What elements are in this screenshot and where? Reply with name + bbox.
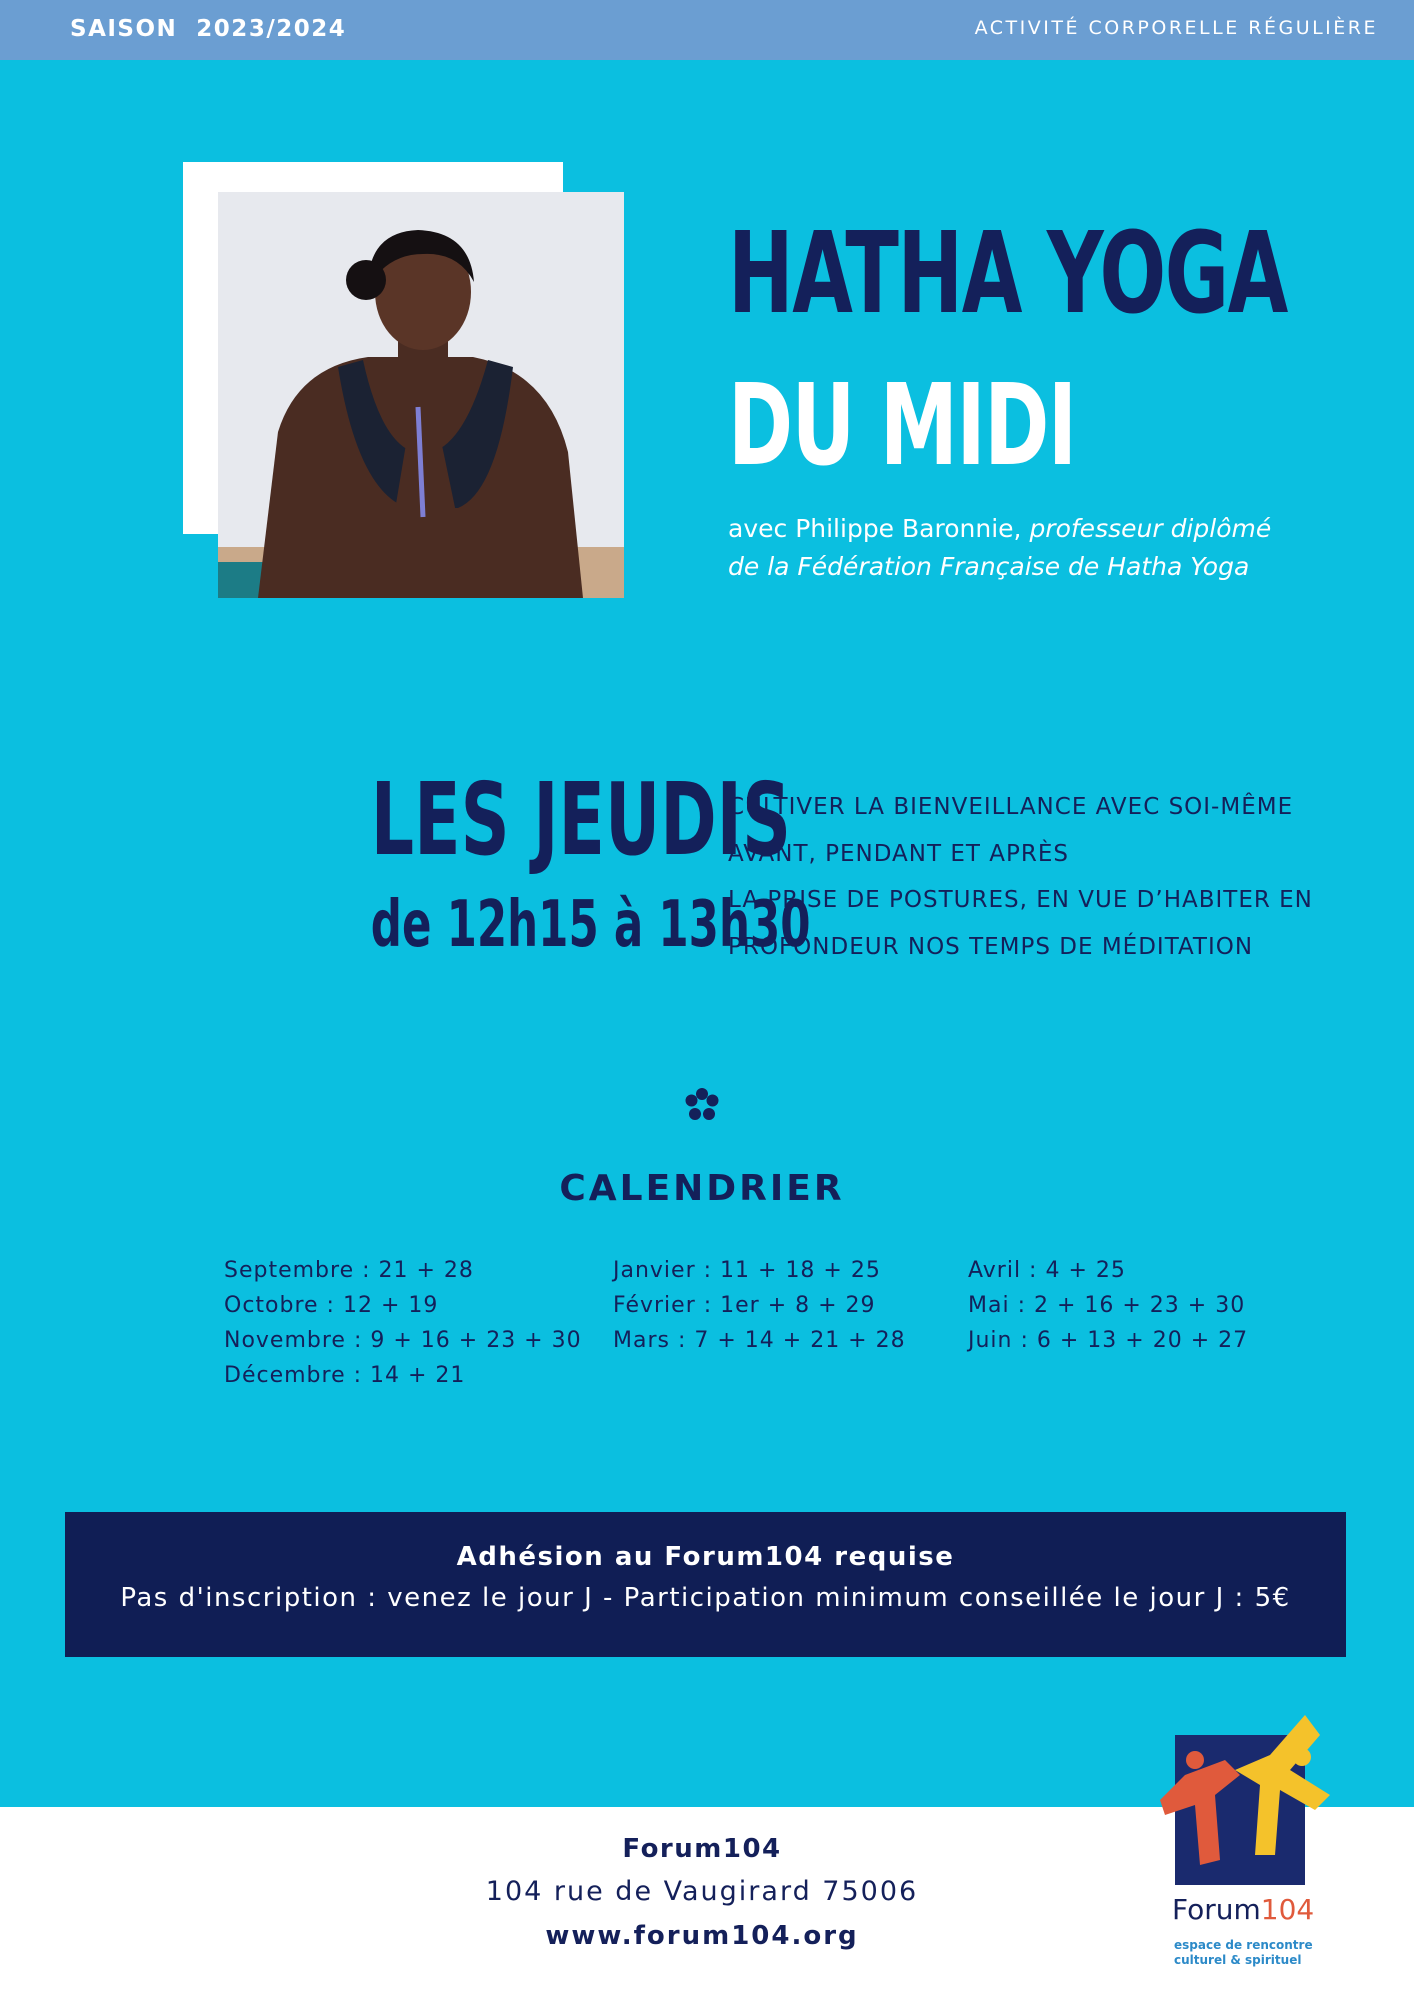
logo-name-forum: Forum xyxy=(1172,1893,1261,1926)
calendar-month: Janvier : 11 + 18 + 25 xyxy=(613,1258,881,1283)
membership-required: Adhésion au Forum104 requise xyxy=(456,1542,955,1572)
logo-tagline xyxy=(1174,1938,1313,1968)
description-line: CULTIVER LA BIENVEILLANCE AVEC SOI-MÊME xyxy=(728,794,1294,820)
teacher-name: avec Philippe Baronnie, xyxy=(728,514,1022,543)
calendar-month: Mars : 7 + 14 + 21 + 28 xyxy=(613,1328,906,1353)
top-banner xyxy=(0,0,1414,60)
description-line: AVANT, PENDANT ET APRÈS xyxy=(728,840,1069,867)
schedule-time: de 12h15 à 13h30 xyxy=(370,888,811,962)
yoga-photo xyxy=(218,192,624,598)
calendar-month: Octobre : 12 + 19 xyxy=(224,1293,439,1318)
calendar-month: Novembre : 9 + 16 + 23 + 30 xyxy=(224,1328,582,1353)
calendar-column-winter xyxy=(613,1253,906,1358)
schedule xyxy=(230,760,811,970)
flower-icon xyxy=(684,1087,720,1123)
participation-info: Pas d'inscription : venez le jour J - Participation minimum conseillée le jour J : 5€ xyxy=(120,1583,1291,1613)
event-title xyxy=(728,198,1368,502)
calendar-title: CALENDRIER xyxy=(559,1168,845,1209)
yoga-woman-illustration xyxy=(218,192,624,598)
teacher-role-1: professeur diplômé xyxy=(1029,514,1272,543)
footer-address: 104 rue de Vaugirard 75006 xyxy=(485,1876,919,1907)
footer-website-link[interactable]: www.forum104.org xyxy=(545,1921,859,1951)
logo-name-number: 104 xyxy=(1260,1893,1315,1926)
calendar-month: Mai : 2 + 16 + 23 + 30 xyxy=(968,1293,1246,1318)
season-label: SAISON 2023/2024 xyxy=(70,16,347,42)
calendar-month: Septembre : 21 + 28 xyxy=(224,1258,474,1283)
schedule-days: LES JEUDIS xyxy=(370,761,791,878)
description-line: LA PRISE DE POSTURES, EN VUE D’HABITER EN xyxy=(728,887,1313,913)
calendar-month: Avril : 4 + 25 xyxy=(968,1258,1126,1283)
logo-tagline-line: espace de rencontre xyxy=(1174,1938,1313,1952)
calendar-column-spring xyxy=(968,1253,1248,1358)
teacher-role-2: de la Fédération Française de Hatha Yoga xyxy=(728,552,1250,581)
description-line: PROFONDEUR NOS TEMPS DE MÉDITATION xyxy=(728,933,1254,960)
forum104-logo-icon xyxy=(1155,1715,1335,1890)
description xyxy=(728,784,1368,970)
calendar-month: Juin : 6 + 13 + 20 + 27 xyxy=(968,1328,1249,1353)
teacher-info xyxy=(728,510,1368,586)
logo-name xyxy=(1172,1893,1314,1926)
title-line-1: HATHA YOGA xyxy=(728,209,1287,339)
title-line-2: DU MIDI xyxy=(728,361,1076,491)
logo-tagline-line: culturel & spirituel xyxy=(1174,1953,1302,1967)
footer-name: Forum104 xyxy=(622,1834,782,1864)
activity-label: ACTIVITÉ CORPORELLE RÉGULIÈRE xyxy=(974,17,1378,39)
calendar-month: Décembre : 14 + 21 xyxy=(224,1363,466,1388)
calendar-column-autumn xyxy=(224,1253,582,1393)
calendar-month: Février : 1er + 8 + 29 xyxy=(613,1293,876,1318)
membership-info-box xyxy=(65,1512,1346,1657)
